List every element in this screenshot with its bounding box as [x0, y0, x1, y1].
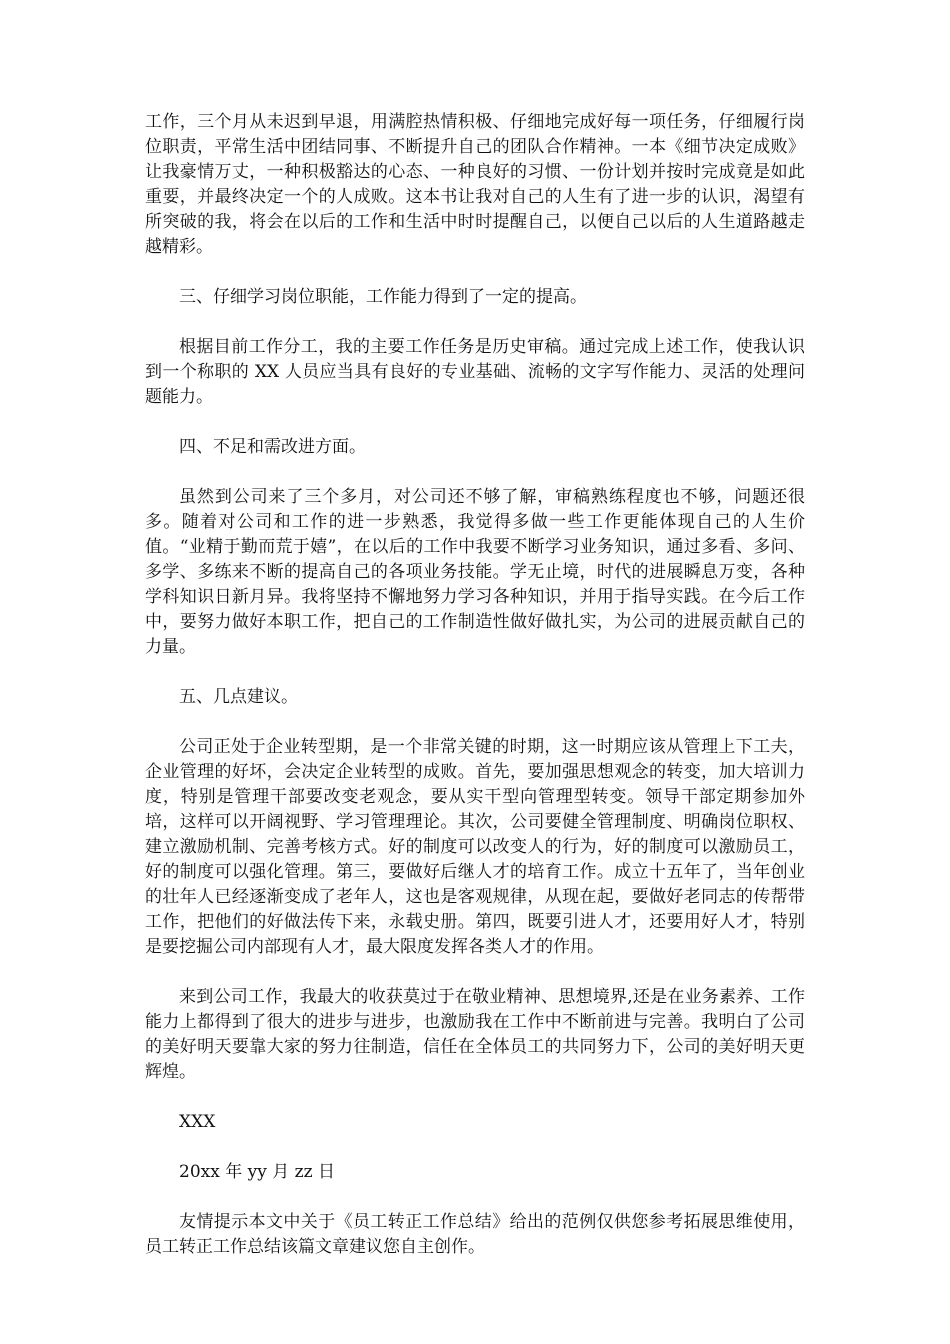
paragraph-suggestions: 公司正处于企业转型期，是一个非常关键的时期，这一时期应该从管理上下工夫，企业管理的好坏，会决定企业转型的成败。首先，要加强思想观念的转变，加大培训力度，特别是管理干部要改变老观念，要从实干型向管理型转变。领导干部定期参加外培，这样可以开阔视野、学习管理理论。其次，公司要健全管理制度、明确岗位职权、建立激励机制、完善考核方式。好的制度可以改变人的行为，好的制度可以激励员工，好的制度可以强化管理。第三，要做好后继人才的培育工作。成立十五年了，当年创业的壮年人已经逐渐变成了老年人，这也是客观规律，从现在起，要做好老同志的传帮带工作，把他们的好做法传下来，永载史册。第四，既要引进人才，还要用好人才，特别是要挖掘公司内部现有人才，最大限度发挥各类人才的作用。 [145, 737, 805, 957]
signature-date: 20xx 年 yy 月 zz 日 [179, 1162, 335, 1182]
signature-name: XXX [179, 1112, 216, 1132]
paragraph-conclusion: 来到公司工作，我最大的收获莫过于在敬业精神、思想境界,还是在业务素养、工作能力上都得到了很大的进步与进步，也激励我在工作中不断前进与完善。我明白了公司的美好明天要靠大家的努力往制造，信任在全体员工的共同努力下，公司的美好明天更辉煌。 [145, 987, 805, 1082]
paragraph-shortcomings: 虽然到公司来了三个多月，对公司还不够了解，审稿熟练程度也不够，问题还很多。随着对公司和工作的进一步熟悉，我觉得多做一些工作更能体现自己的人生价值。“业精于勤而荒于嬉”，在以后的工作中我要不断学习业务知识，通过多看、多问、多学、多练来不断的提高自己的各项业务技能。学无止境，时代的进展瞬息万变，各种学科知识日新月异。我将坚持不懈地努力学习各种知识，并用于指导实践。在今后工作中，要努力做好本职工作，把自己的工作制造性做好做扎实，为公司的进展贡献自己的力量。 [145, 487, 805, 657]
paragraph-disclaimer: 友情提示本文中关于《员工转正工作总结》给出的范例仅供您参考拓展思维使用，员工转正工作总结该篇文章建议您自主创作。 [145, 1212, 805, 1257]
paragraph-work-attitude: 工作，三个月从未迟到早退，用满腔热情积极、仔细地完成好每一项任务，仔细履行岗位职责，平常生活中团结同事、不断提升自己的团队合作精神。一本《细节决定成败》让我豪情万丈，一种积极豁达的心态、一种良好的习惯、一份计划并按时完成竟是如此重要，并最终决定一个的人成败。这本书让我对自己的人生有了进一步的认识，渴望有所突破的我，将会在以后的工作和生活中时时提醒自己，以便自己以后的人生道路越走越精彩。 [145, 112, 805, 257]
section-heading-3: 三、仔细学习岗位职能，工作能力得到了一定的提高。 [179, 287, 587, 307]
section-heading-4: 四、不足和需改进方面。 [179, 437, 366, 457]
section-heading-5: 五、几点建议。 [179, 687, 298, 707]
paragraph-job-duties: 根据目前工作分工，我的主要工作任务是历史审稿。通过完成上述工作，使我认识到一个称职的 XX 人员应当具有良好的专业基础、流畅的文字写作能力、灵活的处理问题能力。 [145, 337, 805, 407]
document-body [145, 110, 805, 1285]
